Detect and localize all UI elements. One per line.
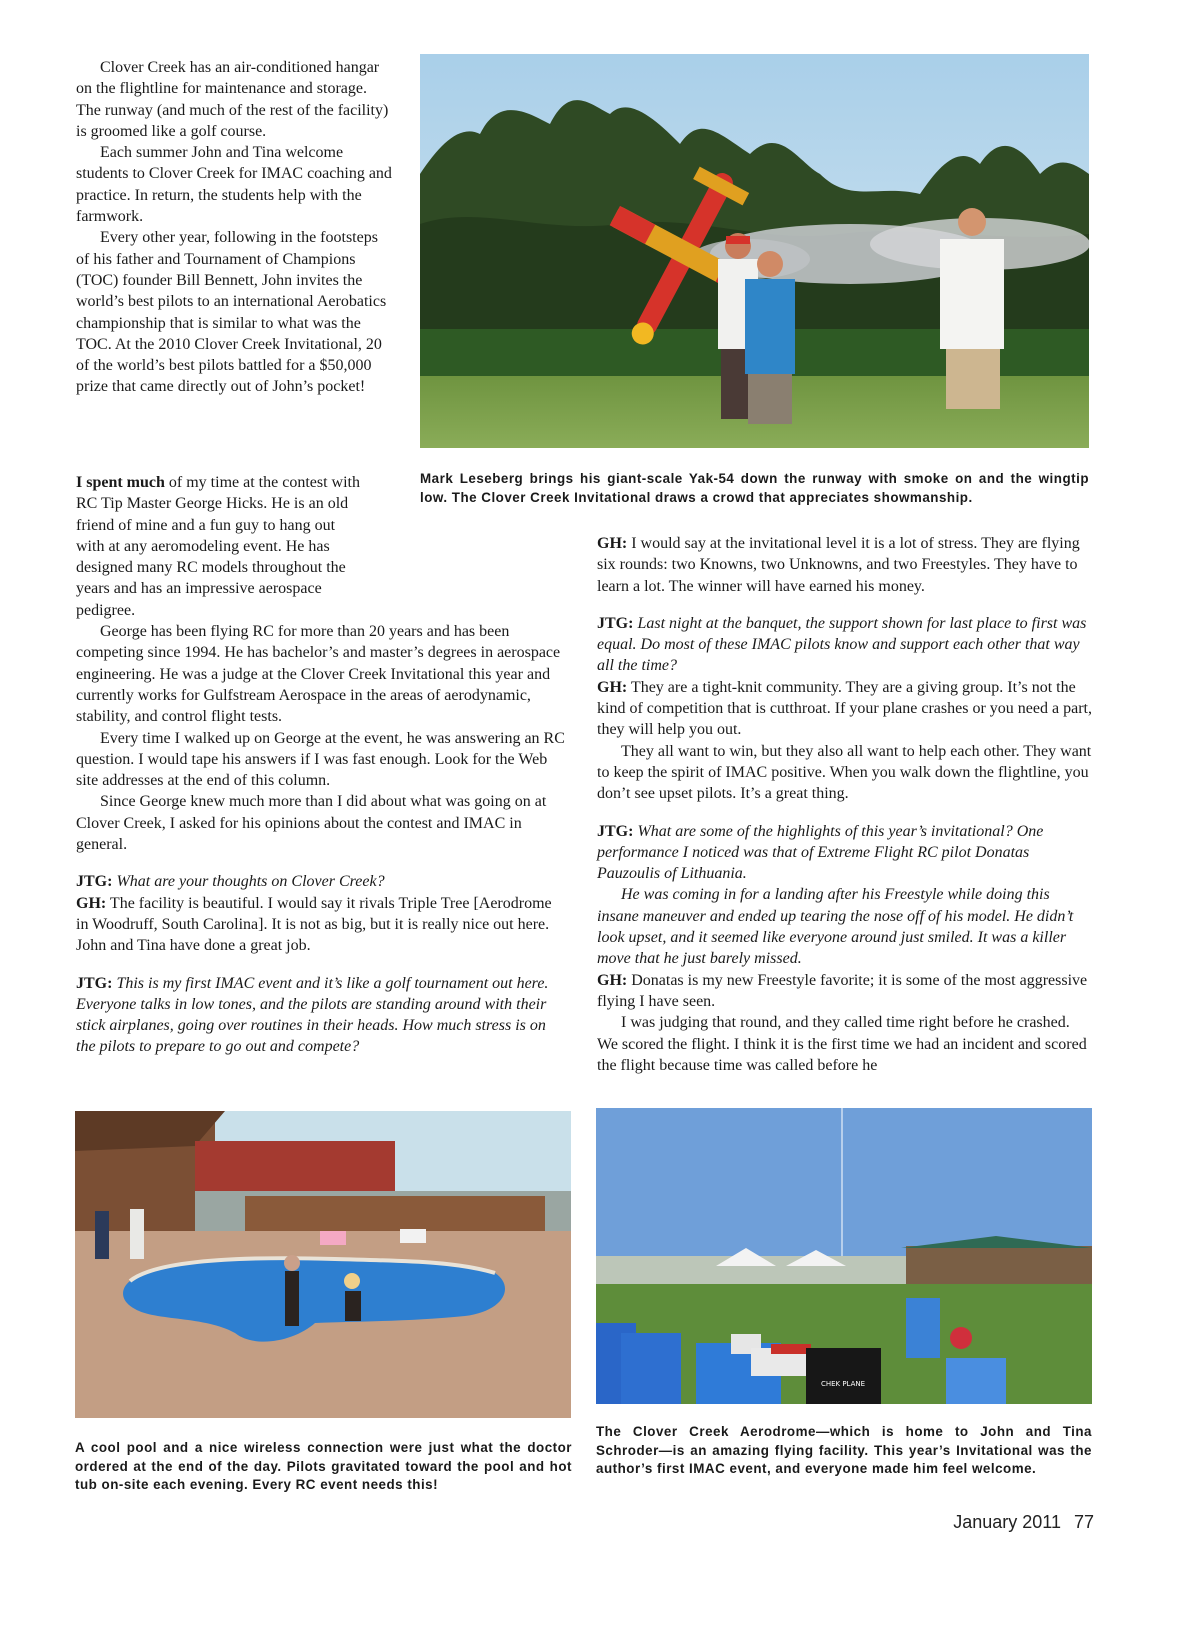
photo-flightline: [596, 1108, 1092, 1404]
question: JTG: Last night at the banquet, the support shown for last place to first was equal. Do most of these IMAC pilots know and support each other that way all the time?: [597, 614, 1087, 675]
photo-pool: [75, 1111, 571, 1418]
paragraph: George has been flying RC for more than 20 years and has been competing since 1994. He has bachelor’s and master’s degrees in aerospace engineering. He was a judge at the Clover Creek Invitational this year and currently works for Gulfstream Aerospace in the areas of aerodynamic, stability, and control flight tests.: [76, 623, 561, 726]
lead-text: of my time at the contest with RC Tip Master George Hicks. He is an old friend of mine and a fun guy to hang out with at any aeromodeling event. He has designed many RC models throughout the years and has an impressive aerospace pedigree.: [76, 474, 360, 619]
question: JTG: What are some of the highlights of this year’s invitational? One performance I noticed was that of Extreme Flight RC pilot Donatas Pauzoulis of Lithuania.: [597, 822, 1044, 883]
paragraph: Each summer John and Tina welcome students to Clover Creek for IMAC coaching and practice. In return, the students help with the farmwork.: [76, 144, 392, 226]
caption-pool-photo: A cool pool and a nice wireless connection were just what the doctor ordered at the end of the day. Pilots gravitated toward the pool and hot tub on-site each evening. Every RC event needs this!: [75, 1440, 572, 1492]
paragraph: Every other year, following in the footsteps of his father and Tournament of Champions (TOC) founder Bill Bennett, John invites the world’s best pilots to an international Aerobatics championship that is similar to what was the TOC. At the 2010 Clover Creek Invitational, 20 of the world’s best pilots battled for a $50,000 prize that came directly out of John’s pocket!: [76, 229, 387, 396]
question: JTG: This is my first IMAC event and it’s like a golf tournament out here. Everyone talks in low tones, and the pilots are standing around with their stick airplanes, going over routines in their heads. How much stress is on the pilots to prepare to go out and compete?: [76, 974, 549, 1056]
question-continued: He was coming in for a landing after his Freestyle while doing this insane maneuver and ended up tearing the nose off of his model. He didn’t look upset, and it seemed like everyone around just smiled. It was a killer move that he just barely missed.: [597, 886, 1074, 968]
page-footer: [940, 1512, 1094, 1533]
question: JTG: What are your thoughts on Clover Creek?: [76, 873, 385, 891]
paragraph: [76, 472, 568, 621]
speaker: JTG:: [597, 614, 634, 632]
paragraph: Since George knew much more than I did about what was going on at Clover Creek, I asked for his opinions about the contest and IMAC in general.: [76, 793, 547, 854]
left-column-intro: [76, 57, 392, 398]
speaker: JTG:: [597, 822, 634, 840]
issue-date: January 2011: [953, 1512, 1061, 1532]
caption-top-photo: Mark Leseberg brings his giant-scale Yak-54 down the runway with smoke on and the wingtip low. The Clover Creek Invitational draws a crowd that appreciates showmanship.: [420, 471, 1089, 505]
caption-field-photo: The Clover Creek Aerodrome—which is home to John and Tina Schroder—is an amazing flying facility. This year’s Invitational was the author’s first IMAC event, and everyone made him feel welcome.: [596, 1424, 1092, 1476]
answer: GH: Donatas is my new Freestyle favorite; it is some of the most aggressive flying I have seen.: [597, 971, 1088, 1010]
paragraph: Clover Creek has an air-conditioned hangar on the flightline for maintenance and storage. The runway (and much of the rest of the facility) is groomed like a golf course.: [76, 59, 389, 140]
speaker: GH:: [597, 678, 628, 696]
speaker: GH:: [76, 894, 107, 912]
speaker: JTG:: [76, 873, 113, 891]
speaker: JTG:: [76, 974, 113, 992]
page-number: 77: [1073, 1512, 1094, 1532]
speaker: GH:: [597, 535, 628, 552]
paragraph: They all want to win, but they also all want to help each other. They want to keep the spirit of IMAC positive. When you walk down the flightline, you don’t see upset pilots. It’s a great thing.: [597, 742, 1092, 803]
answer: GH: The facility is beautiful. I would say it rivals Triple Tree [Aerodrome in Woodruff, South Carolina]. It is not as big, but it is really nice out here. John and Tina have done a great job.: [76, 894, 552, 955]
paragraph: I was judging that round, and they called time right before he crashed. We scored the flight. I think it is the first time we had an incident and scored the flight because time was called before he: [597, 1014, 1087, 1074]
answer: GH: I would say at the invitational level it is a lot of stress. They are flying six rounds: two Knowns, two Unknowns, and two Freestyles. They have to learn a lot. The winner will have earned his money.: [597, 535, 1080, 595]
lead-in: I spent much: [76, 474, 165, 491]
tshirt-text: CHEK PLANE: [820, 1380, 866, 1388]
paragraph: Every time I walked up on George at the event, he was answering an RC question. I would tape his answers if I was fast enough. Look for the Web site addresses at the end of this column.: [76, 729, 565, 790]
left-column-interview: [76, 472, 568, 1058]
answer: GH: They are a tight-knit community. They are a giving group. It’s not the kind of competition that is cutthroat. If your plane crashes or you need a part, they will help you out.: [597, 678, 1092, 739]
speaker: GH:: [597, 971, 628, 989]
photo-aerobatic-plane: [420, 54, 1089, 448]
right-column: [597, 533, 1093, 1076]
